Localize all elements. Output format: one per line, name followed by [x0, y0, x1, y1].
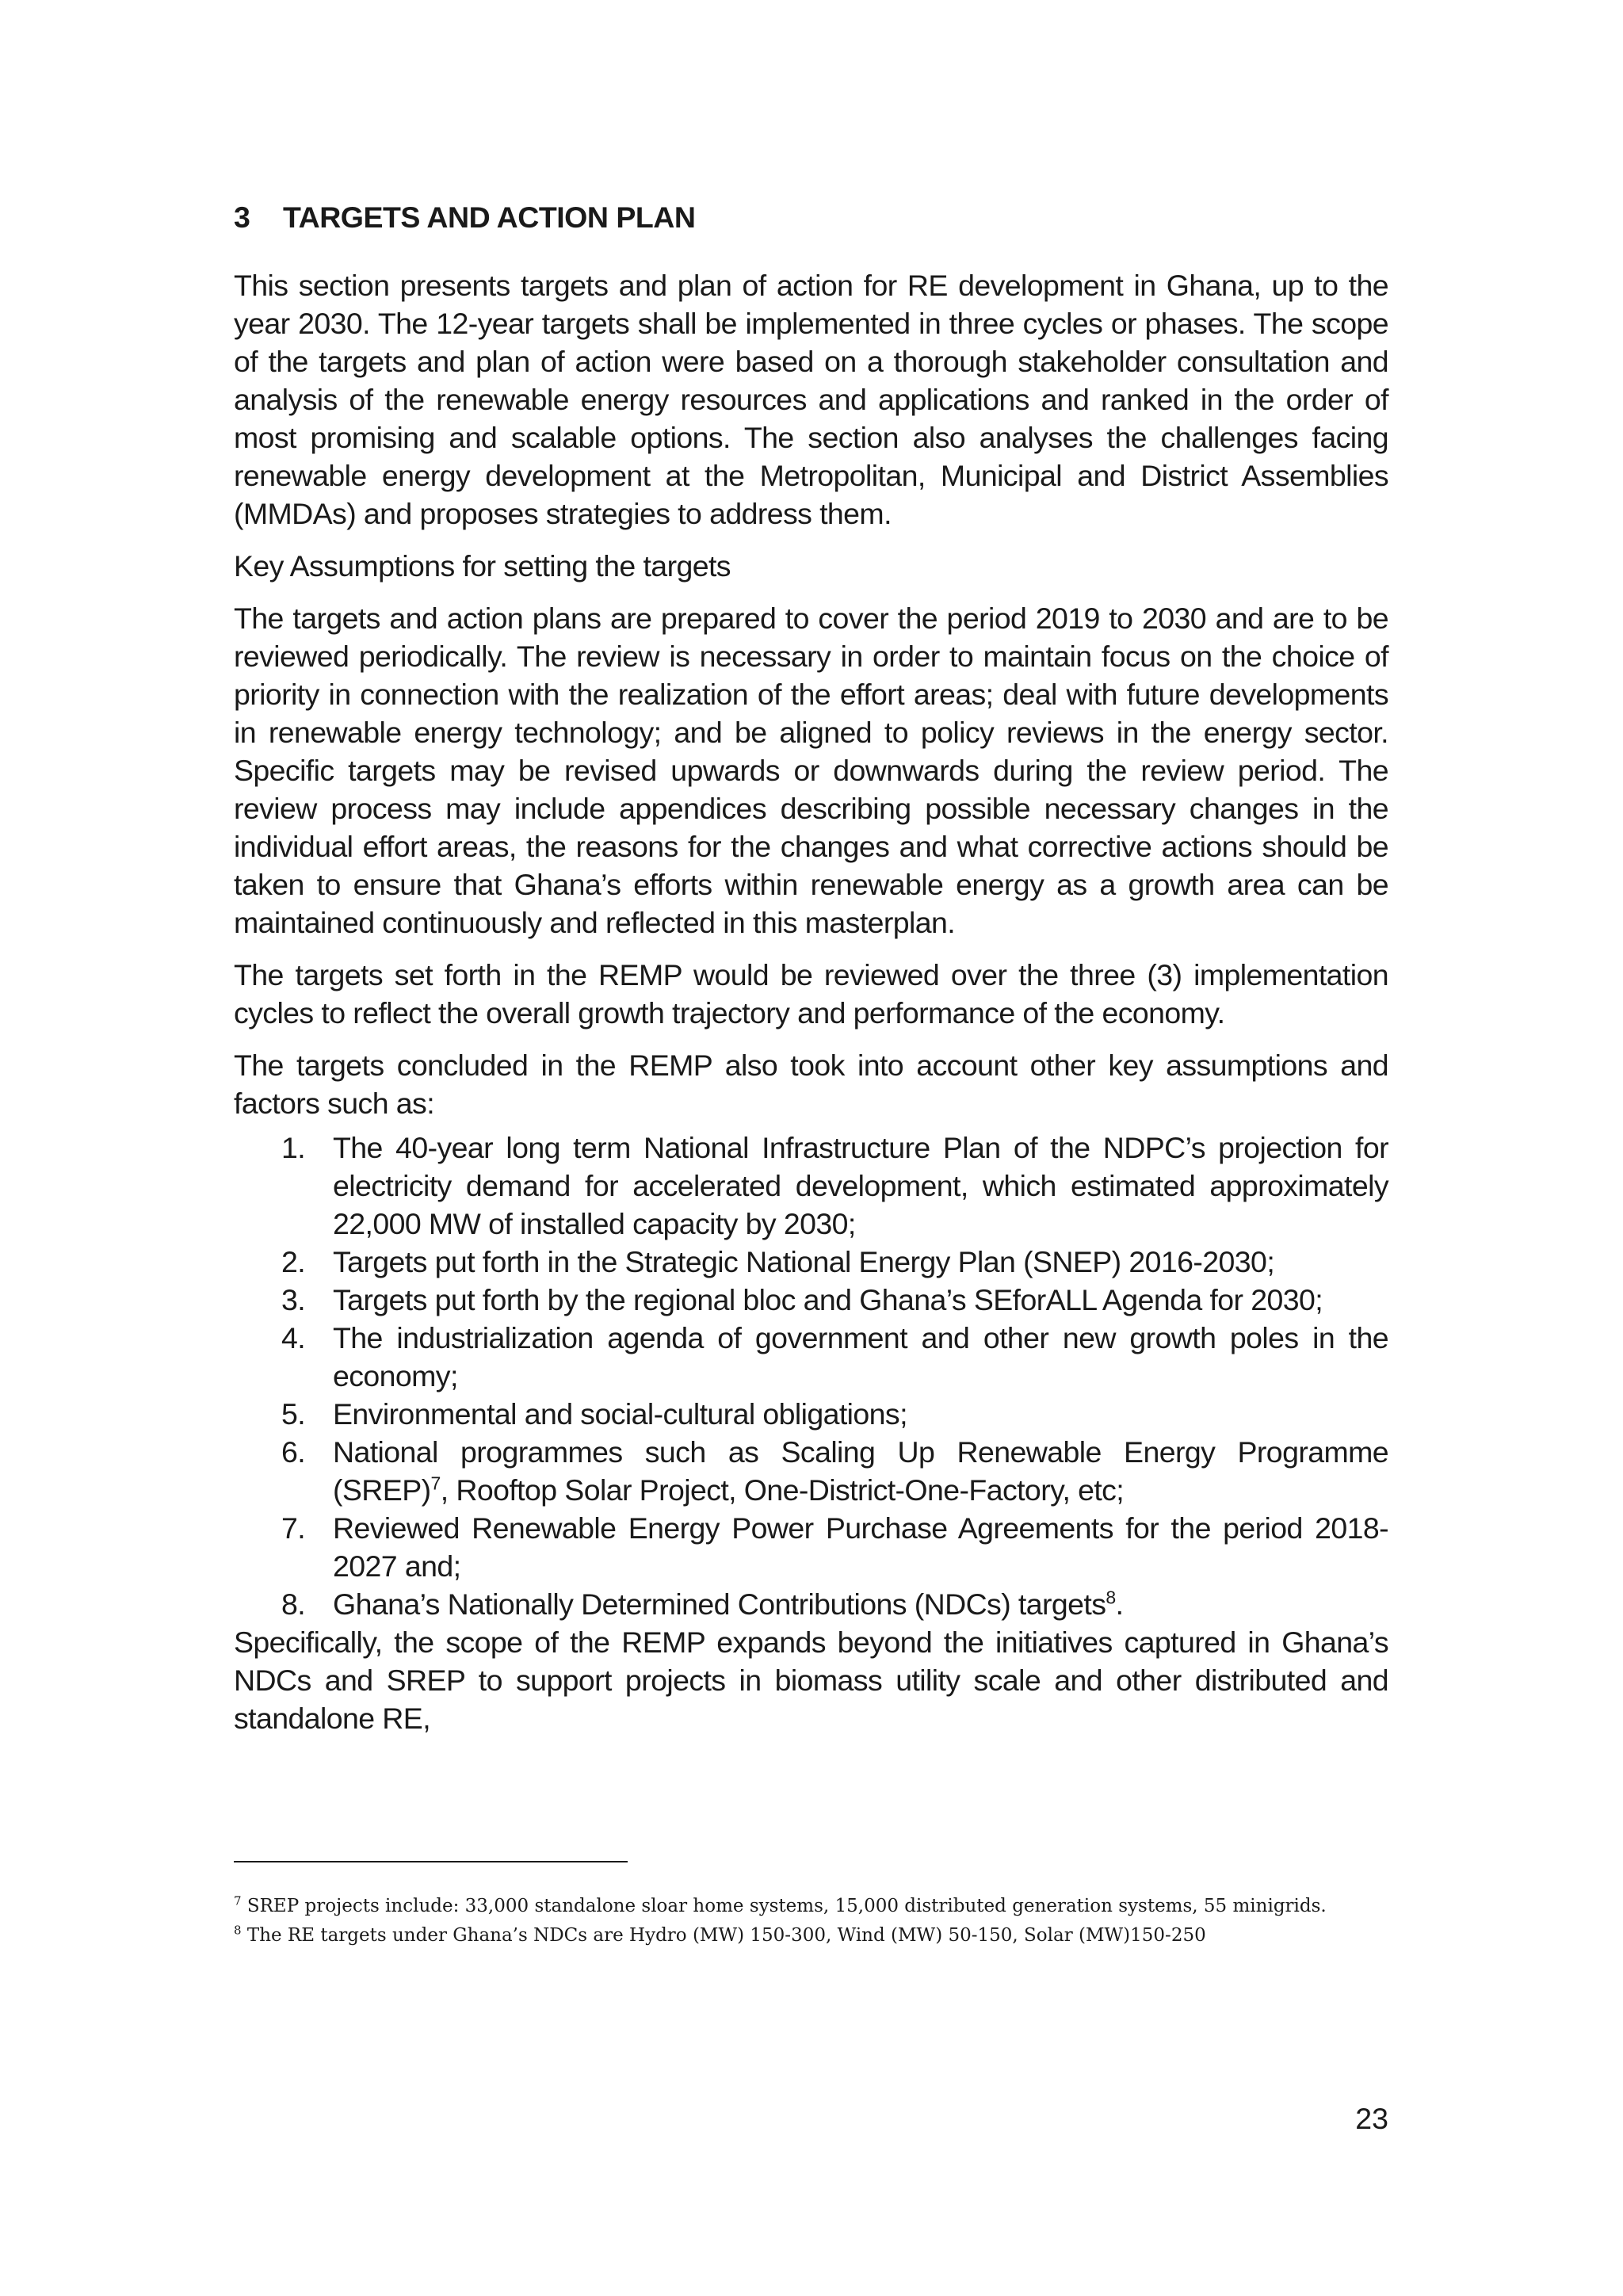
list-item-number: 2.: [281, 1245, 306, 1278]
intro-paragraph: This section presents targets and plan of action for RE development in Ghana, up to the year 2030. The 12-year targets shall be implemented in three cycles or phases. The scope of the targets and plan of action were based on a thorough stakeholder consultation and analysis of the renewable energy resources and applications and ranked in the order of most promising and scalable options. The section also analyses the challenges facing renewable energy development at the Metropolitan, Municipal and District Assemblies (MMDAs) and proposes strategies to address them.: [234, 269, 1388, 530]
footnote-mark: 8: [234, 1923, 242, 1938]
section-title: TARGETS AND ACTION PLAN: [283, 201, 696, 234]
list-item-number: 1.: [281, 1131, 306, 1164]
page-number: 23: [1355, 2102, 1388, 2135]
list-item-number: 8.: [281, 1587, 306, 1621]
footnote-8: [234, 1921, 1388, 1950]
review-paragraph: The targets and action plans are prepared to cover the period 2019 to 2030 and are to be reviewed periodically. The review is necessary in order to maintain focus on the choice of priority in connection with the realization of the effort areas; deal with future developments in renewable energy technology; and be aligned to policy reviews in the energy sector. Specific targets may be revised upwards or downwards during the review period. The review process may include appendices describing possible necessary changes in the individual effort areas, the reasons for the changes and what corrective actions should be taken to ensure that Ghana’s efforts within renewable energy as a growth area can be maintained continuously and reflected in this masterplan.: [234, 602, 1388, 939]
specifically-paragraph: Specifically, the scope of the REMP expands beyond the initiatives captured in Ghana’s NDCs and SREP to support projects in biomass utility scale and other distributed and standalone RE,: [234, 1626, 1388, 1735]
list-item-text: Environmental and social-cultural obligations;: [333, 1397, 907, 1431]
footnote-7: [234, 1892, 1388, 1921]
list-item: [234, 1319, 1388, 1395]
list-item-text: Targets put forth by the regional bloc and Ghana’s SEforALL Agenda for 2030;: [333, 1283, 1323, 1316]
cycles-paragraph: The targets set forth in the REMP would be reviewed over the three (3) implementation cycles to reflect the overall growth trajectory and performance of the economy.: [234, 958, 1388, 1030]
list-item: [234, 1433, 1388, 1509]
list-item-text: The 40-year long term National Infrastructure Plan of the NDPC’s projection for electricity demand for accelerated development, which estimated approximately 22,000 MW of installed capacity by 2030;: [333, 1131, 1388, 1240]
list-item-text-continued: .: [1115, 1587, 1124, 1621]
list-item: [234, 1281, 1388, 1319]
list-item: [234, 1243, 1388, 1281]
footnote-text: The RE targets under Ghana’s NDCs are Hydro (MW) 150-300, Wind (MW) 50-150, Solar (MW)150-250: [246, 1925, 1206, 1946]
main-content: [234, 198, 1388, 1737]
section-number: 3: [234, 201, 250, 234]
list-item-number: 5.: [281, 1397, 306, 1431]
assumptions-intro-paragraph: The targets concluded in the REMP also took into account other key assumptions and factors such as:: [234, 1049, 1388, 1120]
list-item-text: National programmes such as Scaling Up Renewable Energy Programme (SREP): [333, 1435, 1388, 1507]
section-heading: [234, 198, 1388, 236]
list-item-number: 7.: [281, 1511, 306, 1545]
list-item-text-continued: , Rooftop Solar Project, One-District-One-Factory, etc;: [440, 1473, 1125, 1507]
list-item: [234, 1395, 1388, 1433]
list-item-text: Reviewed Renewable Energy Power Purchase Agreements for the period 2018-2027 and;: [333, 1511, 1388, 1583]
footnote-separator: [234, 1861, 628, 1862]
key-assumptions-label: Key Assumptions for setting the targets: [234, 549, 731, 583]
list-item-text: The industrialization agenda of government and other new growth poles in the economy;: [333, 1321, 1388, 1392]
list-item: [234, 1585, 1388, 1623]
list-item-text: Ghana’s Nationally Determined Contributions (NDCs) targets: [333, 1587, 1106, 1621]
footnotes: [234, 1892, 1388, 1950]
footnote-mark: 7: [234, 1893, 242, 1908]
list-item: [234, 1129, 1388, 1243]
footnote-text: SREP projects include: 33,000 standalone sloar home systems, 15,000 distributed generation systems, 55 minigrids.: [246, 1896, 1327, 1916]
list-item-text: Targets put forth in the Strategic National Energy Plan (SNEP) 2016-2030;: [333, 1245, 1275, 1278]
list-item-number: 3.: [281, 1283, 306, 1316]
list-item-number: 6.: [281, 1435, 306, 1469]
footnote-ref-8[interactable]: 8: [1106, 1587, 1116, 1608]
list-item: [234, 1509, 1388, 1585]
assumptions-list: [234, 1129, 1388, 1623]
footnote-ref-7[interactable]: 7: [430, 1473, 441, 1494]
list-item-number: 4.: [281, 1321, 306, 1354]
